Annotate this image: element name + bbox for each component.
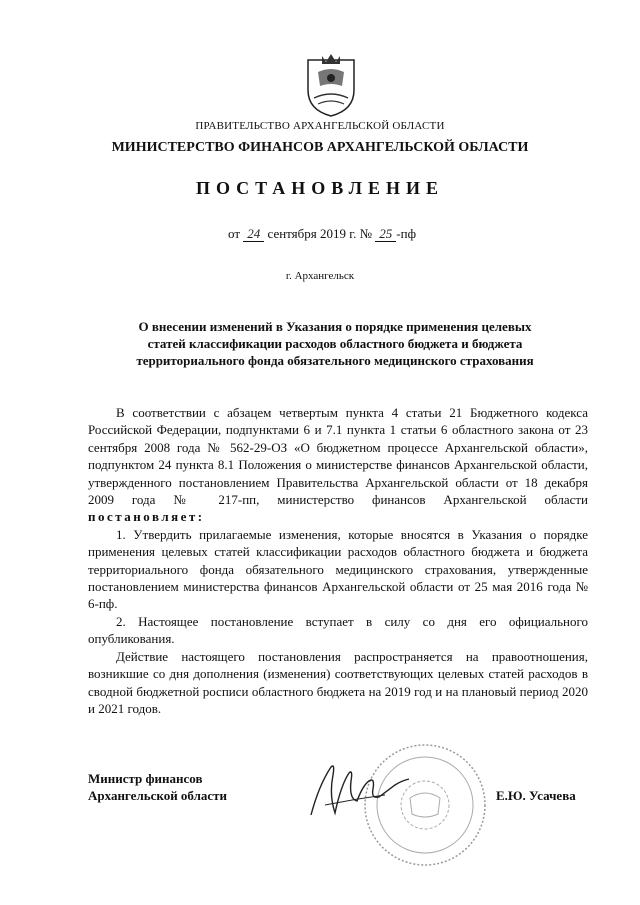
ministry-name: МИНИСТЕРСТВО ФИНАНСОВ АРХАНГЕЛЬСКОЙ ОБЛАСТИ <box>111 140 529 155</box>
signatory-position <box>88 770 227 804</box>
handwritten-signature-icon <box>305 755 415 825</box>
signatory-name: Е.Ю. Усачева <box>496 788 576 803</box>
date-month-year: сентября 2019 г. <box>267 226 357 241</box>
date-day: 24 <box>243 226 264 242</box>
intro-text: В соответствии с абзацем четвертым пункта 4 статьи 21 Бюджетного кодекса Российской Федерации, подпунктами 6 и 7.1 пункта 1 статьи 6 областного закона от 23 сентября 2008 года № 562-29-ОЗ «О бюджетном процессе Архангельской области», подпунктом 24 пункта 8.1 Положения о министерстве финансов Архангельской области, утвержденного постановлением Правительства Архангельской области от 18 декабря 2009 года № 217-пп, министерство финансов Архангельской области <box>88 405 588 508</box>
paragraph-item-3: Действие настоящего постановления распространяется на правоотношения, возникшие со дня дополнения (изменения) соответствующих целевых статей расходов в сводной бюджетной росписи областного бюджета на 2019 год и на плановый период 2020 и 2021 годов. <box>88 648 588 716</box>
paragraph-item-1: 1. Утвердить прилагаемые изменения, которые вносятся в Указания о порядке применения целевых статей классификации расходов областного бюджета и бюджета территориального фонда обязательного медицинского страхования, утвержденные постановлением министерства финансов Архангельской области от 25 мая 2016 года № 6-пф. <box>88 526 588 612</box>
paragraph-intro <box>88 404 588 526</box>
resolves-word: постановляет: <box>88 509 205 525</box>
number-sign: № <box>359 226 373 241</box>
paragraph-item-2: 2. Настоящее постановление вступает в силу со дня его официального опубликования. <box>88 613 588 647</box>
date-number-line <box>228 226 416 242</box>
position-line-1: Министр финансов <box>88 771 203 786</box>
date-prefix: от <box>228 226 241 241</box>
government-name: ПРАВИТЕЛЬСТВО АРХАНГЕЛЬСКОЙ ОБЛАСТИ <box>195 120 445 132</box>
document-body <box>88 404 588 717</box>
city: г. Архангельск <box>285 270 355 282</box>
coat-of-arms-icon <box>300 52 362 118</box>
position-line-2: Архангельской области <box>88 788 228 803</box>
document-title: О внесении изменений в Указания о порядке применения целевых статей классификации расходов областного бюджета и бюджета территориального фонда обязательного медицинского страхования <box>136 319 534 368</box>
document-type: ПОСТАНОВЛЕНИЕ <box>195 178 445 198</box>
document-number: 25 <box>375 226 396 242</box>
number-suffix: -пф <box>396 226 416 241</box>
